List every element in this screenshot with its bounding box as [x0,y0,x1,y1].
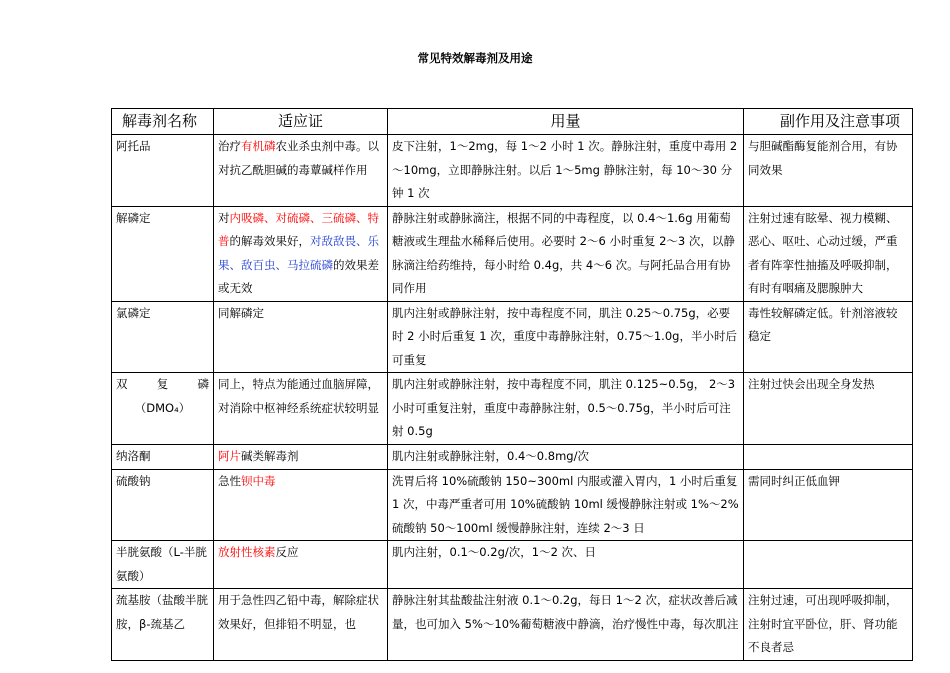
side-effects: 与胆碱酯酶复能剂合用，有协同效果 [744,135,913,207]
header-indication: 适应证 [214,109,388,135]
table-row [112,135,913,207]
antidote-name-abbr: （DMO₄） [134,400,191,415]
side-effects: 需同时纠正低血钾 [744,469,913,541]
indication: 同上，特点为能通过血脑屏障，对消除中枢神经系统症状较明显 [214,373,388,445]
antidote-name: 巯基胺（盐酸半胱胺，β-巯基乙 [112,589,214,661]
table-row [112,373,913,445]
side-effects: 毒性较解磷定低。针剂溶液较稳定 [744,301,913,373]
header-dosage: 用量 [388,109,744,135]
indication: 放射性核素反应 [214,541,388,589]
antidote-table [111,108,913,661]
antidote-name: 半胱氨酸（L-半胱氨酸） [112,541,214,589]
header-side-effects: 副作用及注意事项 [744,109,913,135]
indication: 治疗有机磷农业杀虫剂中毒。以对抗乙酰胆碱的毒蕈碱样作用 [214,135,388,207]
table-row [112,206,913,301]
antidote-name: 解磷定 [112,206,214,301]
indication: 同解磷定 [214,301,388,373]
side-effects: 注射过快会出现全身发热 [744,373,913,445]
indication: 阿片碱类解毒剂 [214,444,388,469]
dosage: 皮下注射，1～2mg，每 1～2 小时 1 次。静脉注射，重度中毒用 2～10mg，立即静脉注射。以后 1～5mg 静脉注射，每 10～30 分钟 1 次 [388,135,744,207]
table-row [112,444,913,469]
antidote-name: 纳洛酮 [112,444,214,469]
side-effects: 注射过速有眩晕、视力模糊、恶心、呕吐、心动过缓，严重者有阵挛性抽搐及呼吸抑制，有时有咽痛及腮腺肿大 [744,206,913,301]
antidote-name-main: 双 复 磷 [116,377,209,391]
dosage: 洗胃后将 10%硫酸钠 150~300ml 内服或灌入胃内，1 小时后重复 1 次，中毒严重者可用 10%硫酸钠 10ml 缓慢静脉注射或 1%～2%硫酸钠 50～100ml 缓慢静脉注射，连续 2～3 日 [388,469,744,541]
indication: 急性钡中毒 [214,469,388,541]
side-effects: 注射过速，可出现呼吸抑制，注射时宜平卧位，肝、肾功能不良者忌 [744,589,913,661]
antidote-name [112,373,214,445]
table-row [112,469,913,541]
dosage: 肌内注射或静脉注射，按中毒程度不同，肌注 0.25～0.75g，必要时 2 小时后重复 1 次，重度中毒静脉注射，0.75～1.0g，半小时后可重复 [388,301,744,373]
dosage: 肌内注射或静脉注射，按中毒程度不同，肌注 0.125~0.5g， 2～3 小时可重复注射，重度中毒静脉注射，0.5～0.75g，半小时后可注射 0.5g [388,373,744,445]
table-row [112,589,913,661]
antidote-name: 氯磷定 [112,301,214,373]
table-row [112,541,913,589]
document-title: 常见特效解毒剂及用途 [417,51,533,65]
dosage: 肌内注射或静脉注射，0.4～0.8mg/次 [388,444,744,469]
antidote-name: 硫酸钠 [112,469,214,541]
side-effects [744,444,913,469]
side-effects [744,541,913,589]
table-header-row [112,109,913,135]
antidote-name: 阿托品 [112,135,214,207]
indication: 对内吸磷、对硫磷、三硫磷、特普的解毒效果好，对敌敌畏、乐果、敌百虫、马拉硫磷的效果差或无效 [214,206,388,301]
table-row [112,301,913,373]
dosage: 静脉注射其盐酸盐注射液 0.1～0.2g，每日 1～2 次，症状改善后减量，也可加入 5%～10%葡萄糖液中静滴，治疗慢性中毒，每次肌注 [388,589,744,661]
indication: 用于急性四乙铅中毒，解除症状效果好，但排铅不明显，也 [214,589,388,661]
header-antidote-name: 解毒剂名称 [112,109,214,135]
dosage: 静脉注射或静脉滴注，根据不同的中毒程度，以 0.4～1.6g 用葡萄糖液或生理盐水稀释后使用。必要时 2～6 小时重复 2～3 次，以静脉滴注给药维持，每小时给 0.4g，共 4～6 次。与阿托品合用有协同作用 [388,206,744,301]
dosage: 肌内注射，0.1～0.2g/次，1～2 次、日 [388,541,744,589]
